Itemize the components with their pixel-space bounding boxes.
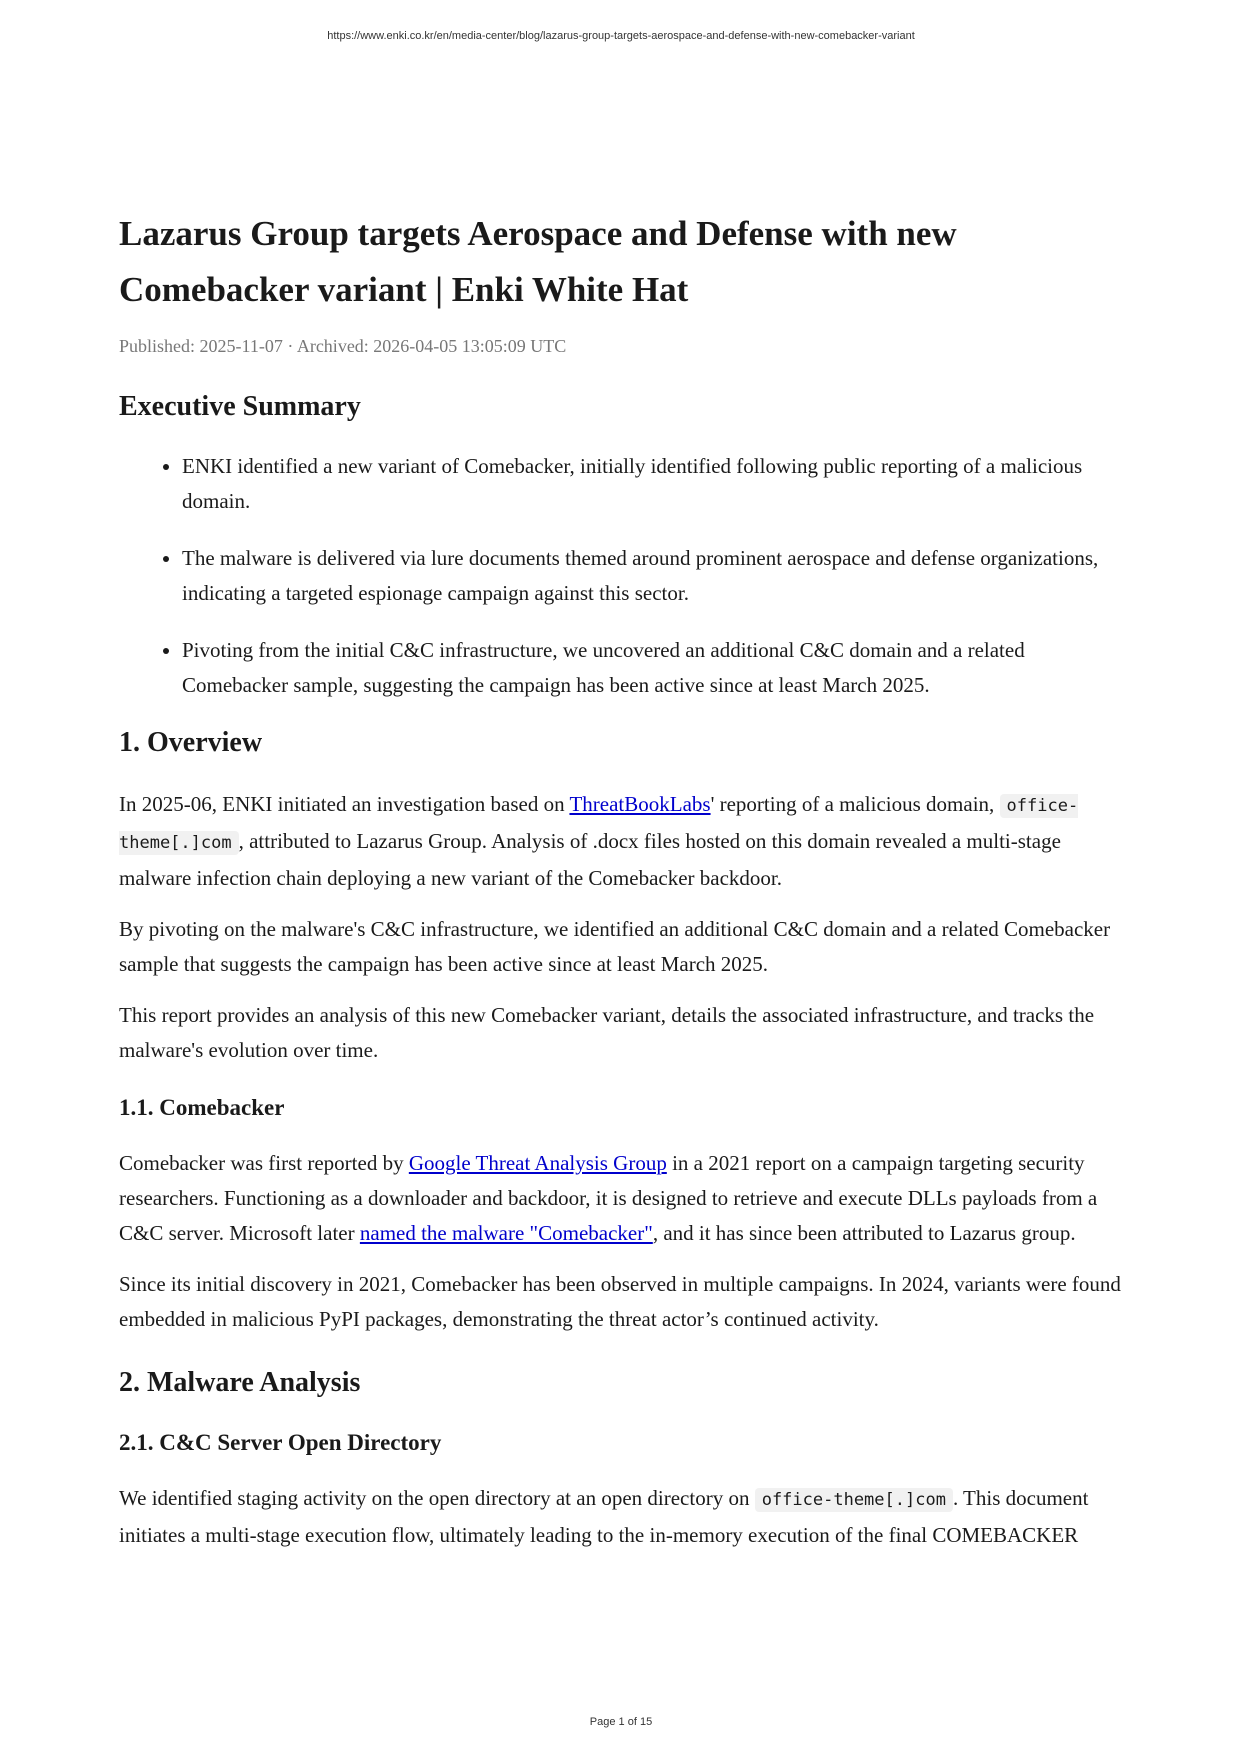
text-span: , and it has since been attributed to Lazarus group.	[652, 1221, 1076, 1245]
text-span: . This document initiates a multi-stage execution flow, ultimately leading to the in-memory execution of the final COMEBACKER	[119, 1486, 1089, 1547]
link-google-tag[interactable]: Google Threat Analysis Group	[408, 1151, 667, 1175]
code-domain: office-theme[.]com	[755, 1488, 953, 1512]
publish-meta: Published: 2025-11-07 · Archived: 2026-04-05 13:05:09 UTC	[119, 336, 567, 356]
paragraph-overview-3: This report provides an analysis of this new Comebacker variant, details the associated infrastructure, and tracks the malware's evolution over time.	[119, 1003, 1095, 1062]
text-span: Comebacker was first reported by	[119, 1151, 409, 1175]
link-threatbooklabs[interactable]: ThreatBookLabs	[569, 792, 711, 816]
page-title	[119, 206, 1124, 318]
page-number: Page 1 of 15	[589, 1716, 653, 1728]
executive-summary-list	[119, 449, 1124, 703]
paragraph-overview-1	[119, 787, 1124, 896]
list-item: • Pivoting from the initial C&C infrastructure, we uncovered an additional C&C domain and a related Comebacker sample, suggesting the campaign has been active since at least March 2025.	[182, 633, 1124, 703]
paragraph-comebacker-2: Since its initial discovery in 2021, Comebacker has been observed in multiple campaigns. In 2024, variants were found embedded in malicious PyPI packages, demonstrating the threat actor’s continued activity.	[119, 1272, 1121, 1331]
text-span: ' reporting of a malicious domain,	[710, 792, 1000, 816]
list-item: • ENKI identified a new variant of Comebacker, initially identified following public reporting of a malicious domain.	[182, 449, 1124, 519]
section-heading-executive-summary: Executive Summary	[119, 391, 361, 422]
page-url: https://www.enki.co.kr/en/media-center/blog/lazarus-group-targets-aerospace-and-defense-with-new-comebacker-variant	[327, 30, 915, 42]
paragraph-open-directory	[119, 1481, 1124, 1553]
text-span: We identified staging activity on the open directory at an open directory on	[119, 1486, 755, 1510]
paragraph-overview-2: By pivoting on the malware's C&C infrastructure, we identified an additional C&C domain and a related Comebacker sample that suggests the campaign has been active since at least March 2025.	[119, 917, 1111, 976]
title-line-1: Lazarus Group targets Aerospace and Defense with new	[119, 214, 957, 253]
section-heading-overview: 1. Overview	[119, 727, 263, 758]
section-heading-comebacker: 1.1. Comebacker	[119, 1095, 285, 1120]
article	[119, 206, 1124, 1553]
text-span: In 2025-06, ENKI initiated an investigation based on	[119, 792, 570, 816]
paragraph-comebacker-1	[119, 1146, 1124, 1251]
code-domain: office-theme[.]com	[119, 796, 1079, 853]
text-span: in a 2021 report on a campaign targeting security researchers. Functioning as a downloader and backdoor, it is designed to retrieve and execute DLLs payloads from a C&C server. Microsoft later	[119, 1151, 1098, 1245]
section-heading-cc-open-directory: 2.1. C&C Server Open Directory	[119, 1430, 442, 1455]
link-named-comebacker[interactable]: named the malware "Comebacker"	[359, 1221, 653, 1245]
title-line-2: Comebacker variant | Enki White Hat	[119, 270, 689, 309]
section-heading-malware-analysis: 2. Malware Analysis	[119, 1367, 361, 1398]
list-item: • The malware is delivered via lure documents themed around prominent aerospace and defense organizations, indicating a targeted espionage campaign against this sector.	[182, 541, 1124, 611]
text-span: , attributed to Lazarus Group. Analysis of .docx files hosted on this domain revealed a multi-stage malware infection chain deploying a new variant of the Comebacker backdoor.	[119, 829, 1061, 890]
